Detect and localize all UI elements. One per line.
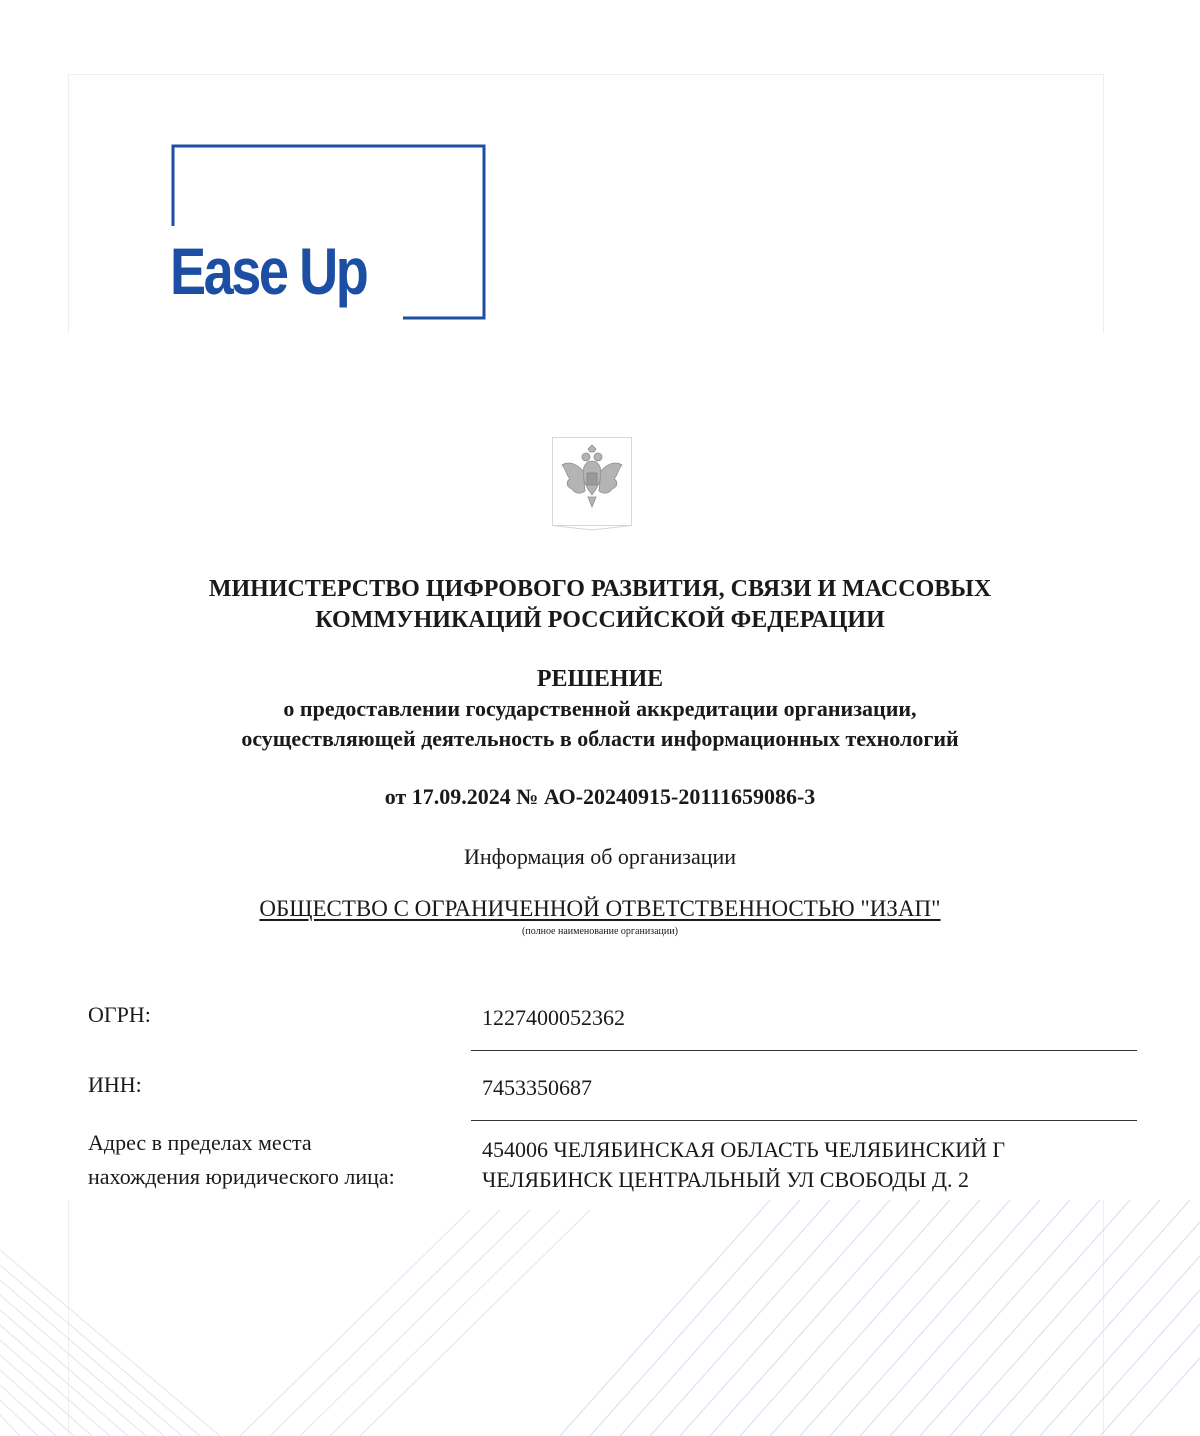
organization-name-text: ОБЩЕСТВО С ОГРАНИЧЕННОЙ ОТВЕТСТВЕННОСТЬЮ "ИЗАП": [259, 896, 941, 921]
bottom-panel: [68, 1200, 1104, 1436]
organization-name-hint: (полное наименование организации): [522, 926, 678, 937]
company-logo: Ease Up: [170, 234, 367, 308]
ministry-line-1: МИНИСТЕРСТВО ЦИФРОВОГО РАЗВИТИЯ, СВЯЗИ И МАССОВЫХ: [208, 576, 992, 602]
organization-name: [0, 894, 1200, 924]
ministry-line-2: КОММУНИКАЦИЙ РОССИЙСКОЙ ФЕДЕРАЦИИ: [315, 607, 885, 633]
address-value-line-1: 454006 ЧЕЛЯБИНСКАЯ ОБЛАСТЬ ЧЕЛЯБИНСКИЙ Г: [482, 1137, 1006, 1162]
ogrn-underline: [471, 1050, 1137, 1051]
address-label: [88, 1126, 395, 1194]
ministry-heading: [0, 574, 1200, 636]
address-label-line-1: Адрес в пределах места: [88, 1130, 312, 1155]
decision-number: от 17.09.2024 № АО-20240915-20111659086-3: [384, 784, 816, 809]
ogrn-value: 1227400052362: [482, 1005, 625, 1030]
address-value: [482, 1135, 1005, 1195]
address-value-line-2: ЧЕЛЯБИНСК ЦЕНТРАЛЬНЫЙ УЛ СВОБОДЫ Д. 2: [482, 1167, 969, 1192]
decision-subject-line-1: о предоставлении государственной аккредитации организации,: [283, 696, 917, 721]
org-info-heading: Информация об организации: [463, 844, 737, 869]
address-label-line-2: нахождения юридического лица:: [88, 1164, 395, 1189]
decision-subject: [0, 694, 1200, 754]
ogrn-label: ОГРН:: [88, 1002, 151, 1027]
inn-underline: [471, 1120, 1137, 1121]
russian-coat-of-arms-icon: [552, 437, 632, 531]
decision-subject-line-2: осуществляющей деятельность в области информационных технологий: [241, 726, 959, 751]
decision-title: РЕШЕНИЕ: [536, 666, 664, 692]
inn-label: ИНН:: [88, 1072, 142, 1097]
inn-value: 7453350687: [482, 1075, 592, 1100]
